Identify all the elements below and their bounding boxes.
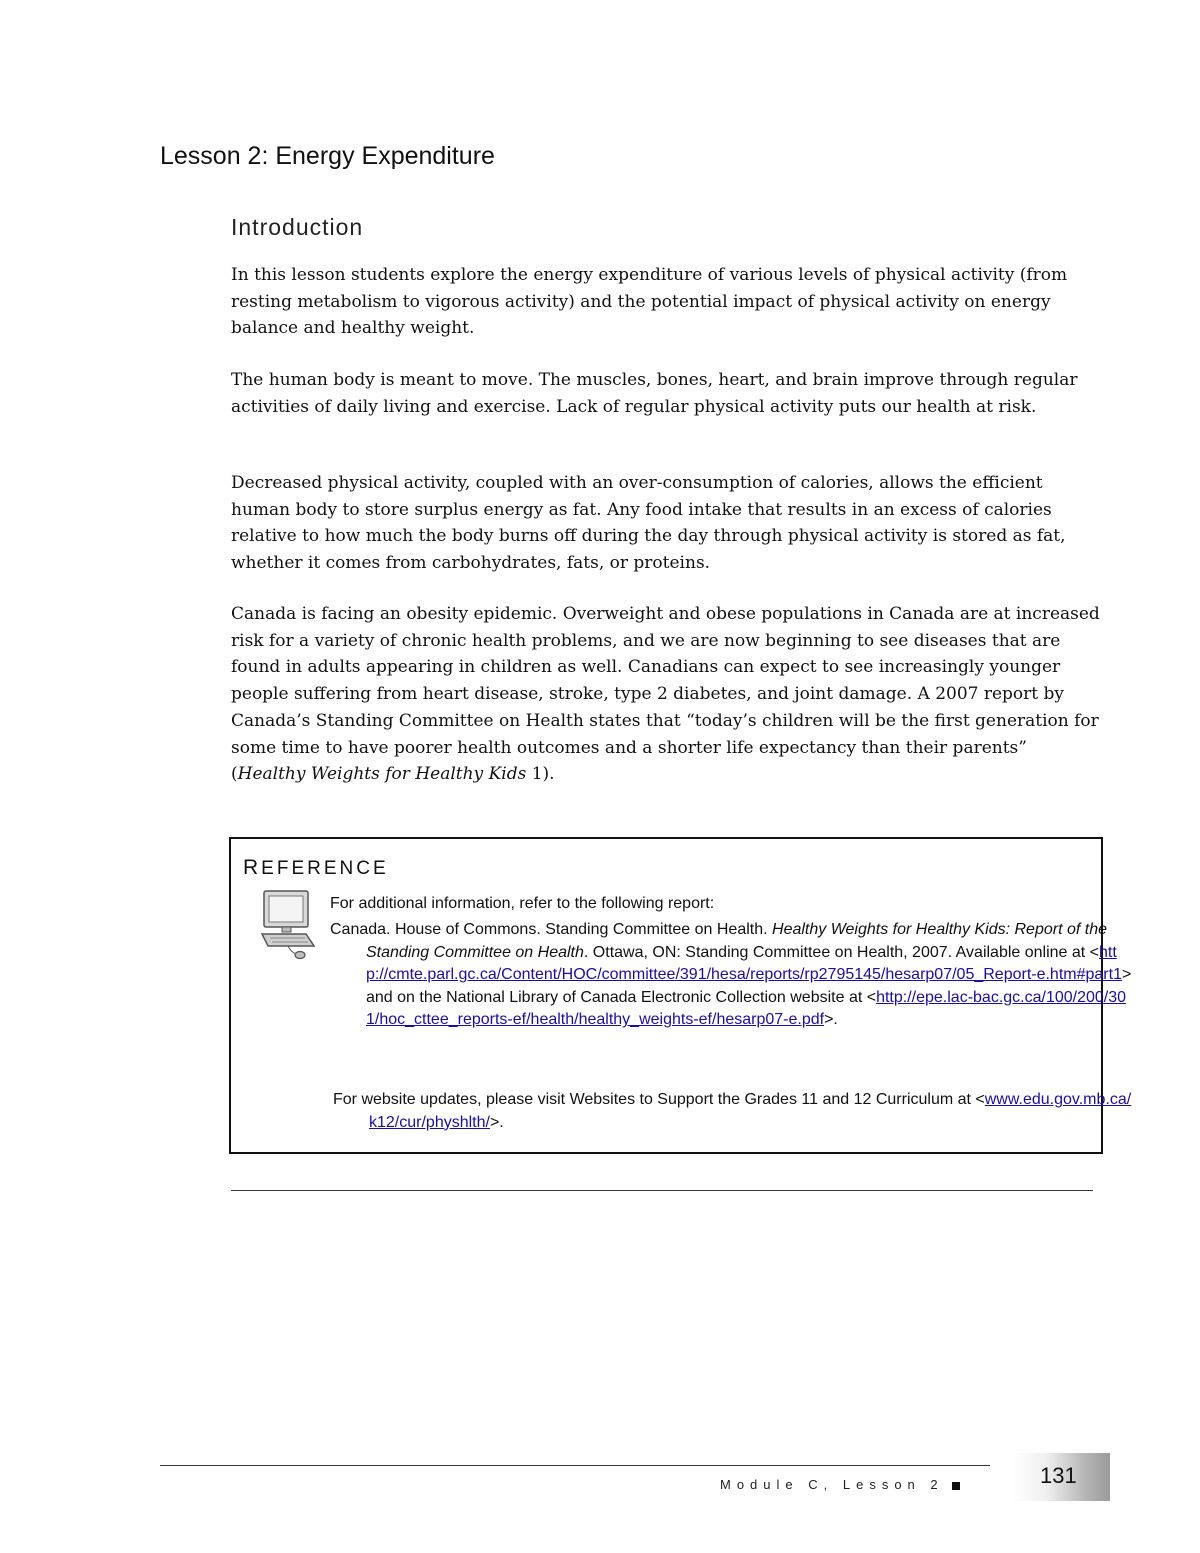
- lesson-title: Lesson 2: Energy Expenditure: [160, 142, 495, 170]
- paragraph-4-citation-page: 1).: [526, 764, 555, 785]
- intro-paragraph-4: [231, 601, 1106, 788]
- reference-citation: [330, 919, 1136, 1032]
- citation-middle: > and on the National Library of Canada Electronic Collection website at <: [366, 966, 1132, 1006]
- report-link-lac[interactable]: http://epe.lac-bac.gc.ca/100/200/301/hoc_cttee_reports-ef/health/healthy_weights-ef/hesarp07-e.pdf: [366, 988, 1127, 1029]
- section-divider: [231, 1190, 1093, 1191]
- reference-heading-rest: EFERENCE: [261, 858, 389, 879]
- square-bullet-icon: [952, 1482, 960, 1490]
- citation-prefix: Canada. House of Commons. Standing Committee on Health.: [330, 921, 773, 938]
- curriculum-website-link[interactable]: www.edu.gov.mb.ca/k12/cur/physhlth/: [369, 1091, 1132, 1131]
- citation-end: >.: [824, 1011, 838, 1029]
- intro-paragraph-2: The human body is meant to move. The muscles, bones, heart, and brain improve through regular activities of daily living and exercise. Lack of regular physical activity puts our health at risk.: [231, 370, 1078, 417]
- website-updates-note: [333, 1089, 1139, 1134]
- reference-heading-initial: R: [243, 856, 262, 879]
- reference-intro: For additional information, refer to the following report:: [330, 895, 715, 912]
- computer-icon: [258, 888, 318, 960]
- running-footer: [720, 1477, 960, 1492]
- citation-publisher: . Ottawa, ON: Standing Committee on Health, 2007. Available online at <: [583, 943, 1100, 961]
- reference-heading: [243, 856, 389, 880]
- footer-divider: [160, 1465, 990, 1466]
- intro-paragraph-1: In this lesson students explore the energy expenditure of various levels of physical activity (from resting metabolism to vigorous activity) and the potential impact of physical activity on energy balance and healthy weight.: [231, 265, 1068, 339]
- update-end: >.: [489, 1113, 504, 1131]
- intro-paragraph-3: Decreased physical activity, coupled with an over-consumption of calories, allows the efficient human body to store surplus energy as fat. Any food intake that results in an excess of calories relative to how much the body burns off during the day through physical activity is stored as fat, whether it comes from carbohydrates, fats, or proteins.: [231, 473, 1066, 574]
- section-heading: Introduction: [231, 214, 364, 240]
- running-footer-text: Module C, Lesson 2: [720, 1477, 944, 1492]
- paragraph-4-text: Canada is facing an obesity epidemic. Overweight and obese populations in Canada are at increased risk for a variety of chronic health problems, and we are now beginning to see diseases that are found in adults appearing in children as well. Canadians can expect to see increasingly younger people suffering from heart disease, stroke, type 2 diabetes, and joint damage. A 2007 report by Canada’s Standing Committee on Health states that “today’s children will be the first generation for some time to have poorer health outcomes and a shorter life expectancy than their parents” (: [231, 604, 1100, 785]
- report-link-parl[interactable]: http://cmte.parl.gc.ca/Content/HOC/committee/391/hesa/reports/rp2795145/hesarp07/05_Report-e.htm#part1: [366, 943, 1122, 984]
- update-text: For website updates, please visit Websites to Support the Grades 11 and 12 Curriculum at <: [333, 1091, 985, 1108]
- page-number: 131: [1040, 1463, 1077, 1488]
- paragraph-4-citation-title: Healthy Weights for Healthy Kids: [237, 764, 527, 785]
- citation-title: Healthy Weights for Healthy Kids: Report of the Standing Committee on Health: [366, 921, 1107, 961]
